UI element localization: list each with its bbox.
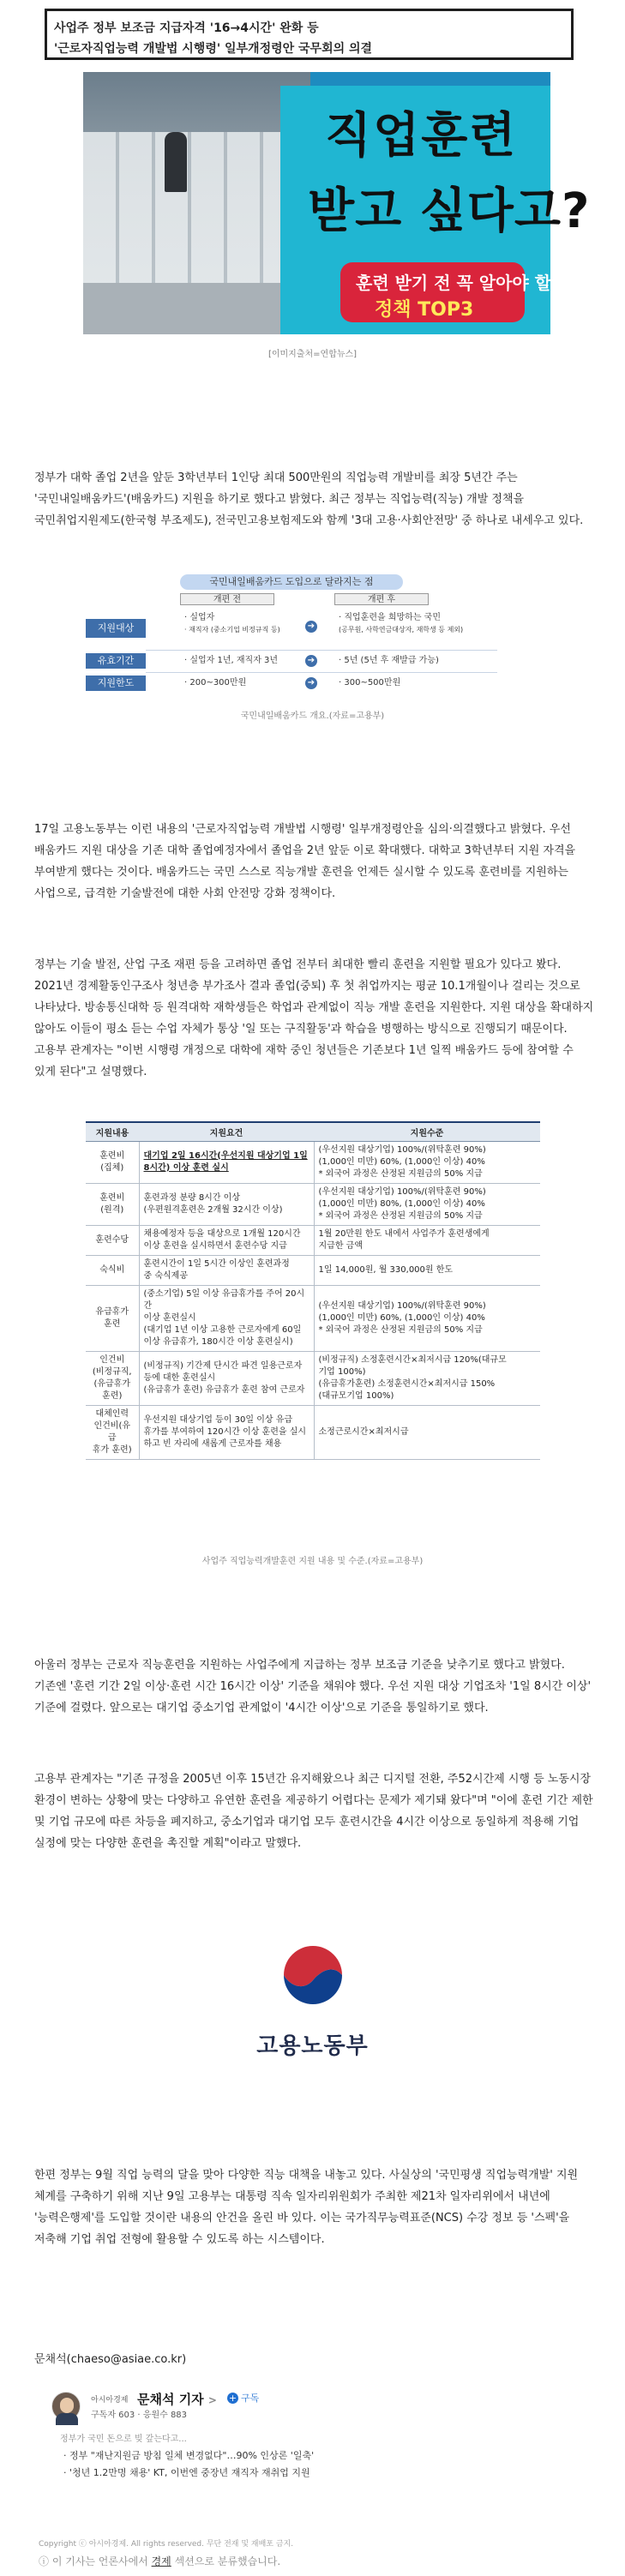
requirement-line: 이상 유급휴가, 180시간 이상 훈련실시): [143, 1336, 293, 1347]
row-label: 유효기간: [86, 653, 146, 669]
level-line: 지급한 금액: [318, 1240, 363, 1251]
level-line: (대규모기업 100%): [318, 1390, 394, 1401]
level-line: 1일 14,000원, 월 330,000원 한도: [318, 1264, 454, 1275]
subscribe-button[interactable]: [227, 2391, 259, 2405]
arrow-icon: ➔: [305, 655, 317, 667]
avatar-shirt: [56, 2413, 78, 2425]
level-line: (유급휴가훈련) 소정훈련시간×최저시급 150%: [318, 1378, 496, 1389]
table-cell-level: [314, 1285, 540, 1351]
table-cell-item: 인건비 (비정규직, (유급휴가 훈련): [86, 1351, 139, 1405]
row-before: · 실업자 1년, 재직자 3년: [184, 656, 279, 665]
paragraph-6: 한편 정부는 9월 직업 능력의 달을 맞아 다양한 직능 대책을 내놓고 있다. 사실상의 '국민평생 직업능력개발' 지원 체계를 구축하기 위해 지난 9일 고용부는 대통령 직속 일자리위원회가 주최한 제21차 일자리위에서 내년에 '능력은행제'를 도입할 것이란 내용의 안건을 올린 바 있다. 이는 국가직무능력표준(NCS) 수강 정보 등 '스펙'을 저축해 기업 취업 전형에 활용할 수 있도록 하는 시스템이다.: [34, 2169, 579, 2246]
col-after: 개편 후: [334, 593, 429, 605]
row-before: · 실업자: [184, 613, 215, 622]
requirement-line: (우편원격훈련은 2개월 32시간 이상): [143, 1204, 283, 1215]
table-cell-requirement: [139, 1255, 314, 1285]
table-header: 지원수준: [314, 1122, 540, 1141]
headline-line-2: '근로자직업능력 개발법 시행령' 일부개정령안 국무회의 의결: [54, 42, 373, 56]
subscribe-label: 구독: [241, 2393, 260, 2404]
arrow-icon: ➔: [305, 677, 317, 689]
level-line: (1,000인 미만) 60%, (1,000인 이상) 40%: [318, 1156, 485, 1167]
poster-pill-top3: 정책 TOP3: [375, 299, 474, 321]
plus-icon: +: [228, 2393, 237, 2404]
row-before: · 200~300만원: [184, 678, 247, 688]
level-line: 기업 100%): [318, 1366, 366, 1377]
table-cell-requirement: [139, 1141, 314, 1183]
requirement-line: (중소기업) 5일 이상 유급휴가를 주어 20시간: [143, 1288, 305, 1311]
paragraph-2: 17일 고용노동부는 이런 내용의 '근로자직업능력 개발법 시행령' 일부개정령안을 심의·의결했다고 밝혔다. 우선 배움카드 지원 대상을 기존 대학 졸업예정자에서 졸업을 2년 앞둔 이로 확대했다. 대학교 3학년부터 지원 자격을 부여받게 했다는 것이다. 배움카드는 국민 스스로 직능개발 훈련을 언제든 실시할 수 있도록 훈련비를 지원하는 사업으로, 급격한 기술발전에 대한 사회 안전망 강화 정책이다.: [34, 823, 576, 900]
row-after: · 300~500만원: [339, 678, 401, 688]
author-outlet: 아시아경제: [91, 2396, 129, 2405]
level-line: (우선지원 대상기업) 100%/(위탁훈련 90%): [318, 1300, 486, 1311]
table-row: [86, 1225, 540, 1255]
requirement-line: 등에 대한 훈련실시: [143, 1372, 216, 1383]
table-header-row: [86, 1122, 540, 1141]
level-line: * 외국어 과정은 산정된 지원금의 50% 지급: [318, 1324, 483, 1335]
level-line: * 외국어 과정은 산정된 지원금의 50% 지급: [318, 1210, 483, 1221]
requirement-line: 우선지원 대상기업 등이 30일 이상 유급: [143, 1414, 293, 1425]
level-line: (우선지원 대상기업) 100%/(위탁훈련 90%): [318, 1144, 486, 1155]
table-cell-level: [314, 1225, 540, 1255]
requirement-line: 대기업 2일 16시간(우선지원 대상기업 1일 8시간) 이상 훈련 실시: [143, 1150, 308, 1173]
requirement-line: 채용예정자 등을 대상으로 1개월 120시간: [143, 1228, 301, 1239]
paragraph-1: 정부가 대학 졸업 2년을 앞둔 3학년부터 1인당 최대 500만원의 직업능력 개발비를 최장 5년간 주는 '국민내일배움카드'(배움카드) 지원을 하기로 했다고 밝혔다. 최근 정부는 직업능력(직능) 개발 정책을 국민취업지원제도(한국형 부조제도), 전국민고용보험제도와 함께 '3대 고용·사회안전망' 중 하나로 내세우고 있다.: [34, 471, 584, 527]
avatar[interactable]: [51, 2392, 81, 2421]
table-cell-requirement: [139, 1183, 314, 1225]
table-cell-requirement: [139, 1405, 314, 1459]
requirement-line: 이상 훈련실시: [143, 1312, 196, 1323]
table-cell-level: [314, 1351, 540, 1405]
hero-photo: [83, 72, 591, 334]
headline-box: [45, 9, 574, 60]
requirement-line: 하고 빈 자리에 새롭게 근로자를 채용: [143, 1438, 282, 1449]
table-row: [86, 1255, 540, 1285]
person-silhouette: [165, 132, 187, 192]
table-cell-item: 유급휴가 훈련: [86, 1285, 139, 1351]
row-after: · 5년 (5년 후 재발급 가능): [339, 656, 439, 665]
table-cell-item: 숙식비: [86, 1255, 139, 1285]
table-cell-item: 훈련수당: [86, 1225, 139, 1255]
logo-text: 고용노동부: [256, 2033, 369, 2059]
section-link[interactable]: 경제: [151, 2555, 171, 2567]
table-cell-level: [314, 1183, 540, 1225]
row-label: 지원대상: [86, 619, 146, 638]
table-body: [86, 1141, 540, 1459]
table-row: [86, 1405, 540, 1459]
table-cell-requirement: [139, 1351, 314, 1405]
copyright: Copyright ⓒ 아시아경제. All rights reserved. 무단 전재 및 재배포 금지.: [39, 2540, 294, 2549]
author-desc: 정부가 국민 돈으로 빚 갚는다고...: [60, 2435, 187, 2444]
table-row: [86, 1285, 540, 1351]
hero-caption: [이미지출처=연합뉴스]: [267, 350, 358, 359]
author-name-text[interactable]: 문채석 기자: [137, 2392, 204, 2407]
requirement-line: 중 숙식제공: [143, 1270, 188, 1281]
requirement-line: 훈련시간이 1일 5시간 이상인 훈련과정: [143, 1258, 290, 1269]
level-line: (우선지원 대상기업) 100%/(위탁훈련 90%): [318, 1186, 486, 1197]
comparison-caption: 국민내일배움카드 개요.(자료=고용부): [240, 712, 385, 721]
paragraph-4: 아울러 정부는 근로자 직능훈련을 지원하는 사업주에게 지급하는 정부 보조금 기준을 낮추기로 했다고 밝혔다. 기존엔 '훈련 기간 2일 이상·훈련 시간 16시간 이상' 기준을 채워야 했다. 우선 지원 대상 기업조차 '1일 8시간 이상' 기준에 걸렸다. 앞으로는 대기업 중소기업 관계없이 '4시간 이상'으로 기준을 통일하기로 했다.: [34, 1659, 592, 1714]
notice-prefix: ⓘ 이 기사는 언론사에서: [39, 2555, 152, 2567]
level-line: 소정근로시간×최저시급: [318, 1426, 409, 1437]
row-divider: [146, 650, 497, 651]
byline: 문채석(chaeso@asiae.co.kr): [34, 2353, 187, 2366]
paragraph-5: 고용부 관계자는 "기존 규정을 2005년 이후 15년간 유지해왔으나 최근 디지털 전환, 주52시간제 시행 등 노동시장 환경이 변하는 상황에 맞는 다양하고 유연한 훈련을 제공하기 어렵다는 문제가 제기돼 왔다"며 "이에 훈련 기간 제한 및 기업 규모에 따른 차등을 폐지하고, 중소기업과 대기업 모두 훈련시간을 4시간 이상으로 동일하게 적용해 기업 실정에 맞는 다양한 훈련을 촉진할 계획"이라고 말했다.: [34, 1773, 593, 1850]
table-caption: 사업주 직업능력개발훈련 지원 내용 및 수준.(자료=고용부): [201, 1557, 424, 1566]
comparison-figure: [86, 574, 497, 694]
related-article-link[interactable]: · '청년 1.2만명 채용' KT, 이번엔 중장년 재직자 재취업 지원: [63, 2467, 310, 2478]
author-name[interactable]: [137, 2390, 217, 2408]
level-line: 1월 20만원 한도 내에서 사업주가 훈련생에게: [318, 1228, 490, 1239]
table-header: 지원요건: [139, 1122, 314, 1141]
avatar-face: [60, 2398, 74, 2413]
requirement-line: 이상 훈련을 실시하면서 훈련수당 지급: [143, 1240, 287, 1251]
row-before: · 재직자 (중소기업 비정규직 등): [184, 626, 280, 633]
requirement-line: 훈련과정 분량 8시간 이상: [143, 1192, 240, 1203]
requirement-line: 휴가를 부여하여 120시간 이상 훈련을 실시: [143, 1426, 307, 1437]
table-row: [86, 1183, 540, 1225]
col-before: 개편 전: [180, 593, 274, 605]
paragraph-3: 정부는 기술 발전, 산업 구조 재편 등을 고려하면 졸업 전부터 최대한 빨리 훈련을 지원할 필요가 있다고 봤다. 2021년 경제활동인구조사 청년층 부가조사 결과 졸업(중퇴) 후 첫 취업까지는 평균 10.1개월이나 걸리는 것으로 나타났다. 방송통신대학 등 원격대학 재학생들은 학업과 관계없이 직능 개발 훈련을 지원한다. 지원 대상을 확대하지 않아도 이들이 평소 듣는 수업 자체가 통상 '일 또는 구직활동'과 학습을 병행하는 방식으로 진행되기 때문이다. 고용부 관계자는 "이번 시행령 개정으로 대학에 재학 중인 청년들은 기존보다 1년 일찍 배움카드 등에 참여할 수 있게 된다"고 설명했다.: [34, 958, 594, 1078]
level-line: (비정규직) 소정훈련시간×최저시급 120%(대규모: [318, 1354, 507, 1365]
table-cell-item: 훈련비 (집체): [86, 1141, 139, 1183]
row-after: (공무원, 사학연금대상자, 재학생 등 제외): [339, 626, 464, 633]
table-cell-level: [314, 1141, 540, 1183]
section-notice: [39, 2554, 280, 2568]
comparison-row: [86, 676, 497, 693]
table-cell-item: 훈련비 (원격): [86, 1183, 139, 1225]
table-row: [86, 1351, 540, 1405]
table-row: [86, 1141, 540, 1183]
table-cell-requirement: [139, 1225, 314, 1255]
table-cell-requirement: [139, 1285, 314, 1351]
level-line: (1,000인 미만) 60%, (1,000인 이상) 40%: [318, 1312, 485, 1323]
comparison-title: 국민내일배움카드 도입으로 달라지는 점: [180, 574, 403, 590]
requirement-line: (유급휴가 훈련) 유급휴가 훈련 참여 근로자: [143, 1384, 305, 1395]
notice-suffix: 섹션으로 분류했습니다.: [171, 2555, 281, 2567]
level-line: (1,000인 미만) 80%, (1,000인 이상) 40%: [318, 1198, 485, 1209]
arrow-icon: ➔: [305, 621, 317, 633]
author-stats: 구독자 603 · 응원수 883: [91, 2411, 188, 2420]
headline-line-1: 사업주 정부 보조금 지급자격 '16→4시간' 완화 등: [54, 21, 319, 35]
poster-title-1: 직업훈련: [325, 108, 518, 164]
poster-title-2: 받고 싶다고?: [308, 183, 591, 239]
table-header: 지원내용: [86, 1122, 139, 1141]
comparison-row: [86, 612, 497, 646]
requirement-line: (비정규직) 기간제 단시간 파견 일용근로자: [143, 1360, 303, 1371]
table-cell-item: 대체인력 인건비(유급 휴가 훈련): [86, 1405, 139, 1459]
related-article-link[interactable]: · 정부 "재난지원금 방침 일체 변경없다"…90% 인상론 '일축': [63, 2450, 315, 2461]
row-divider: [146, 672, 497, 673]
row-label: 지원한도: [86, 676, 146, 691]
row-after: · 직업훈련을 희망하는 국민: [339, 613, 441, 622]
requirement-line: (대기업 1년 이상 고용한 근로자에게 60일: [143, 1324, 302, 1335]
chevron-right-icon: >: [207, 2394, 217, 2406]
level-line: * 외국어 과정은 산정된 지원금의 50% 지급: [318, 1168, 483, 1179]
comparison-row: [86, 653, 497, 670]
ministry-logo-icon: [279, 1946, 347, 2015]
support-table: [86, 1121, 540, 1460]
poster-pill-text: 훈련 받기 전 꼭 알아야 할: [356, 273, 552, 293]
table-cell-level: [314, 1255, 540, 1285]
table-cell-level: [314, 1405, 540, 1459]
